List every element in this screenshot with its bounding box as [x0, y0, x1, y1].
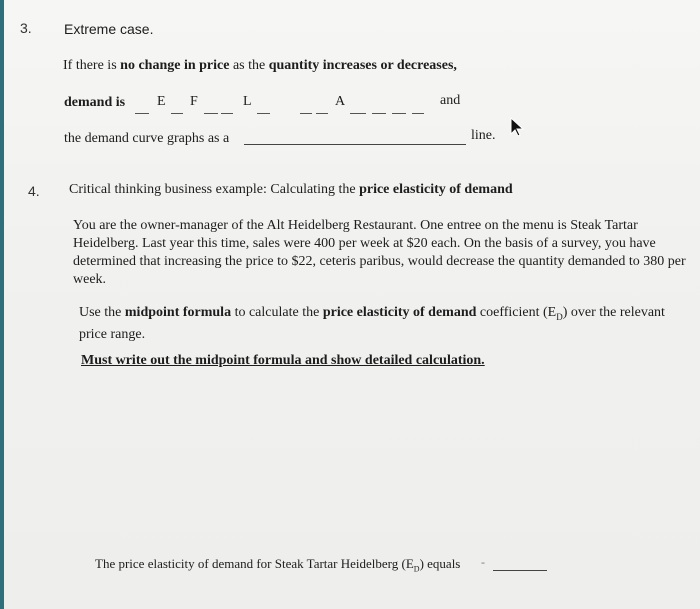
blank-dash[interactable] [350, 104, 424, 122]
scenario-paragraph: You are the owner-manager of the Alt Heidelberg Restaurant. One entree on the menu is Steak Tartar Heidelberg. Last year this time, sales were 400 per week at $20 each. On the basis of a survey, you have determined that increasing the price to $22, ceteris paribus, would decrease the quantity demanded to 380 per week. [73, 218, 686, 287]
question-3-line1 [63, 58, 457, 74]
question-3-number: 3. [20, 20, 32, 36]
use-subscript: D [556, 311, 563, 322]
letter-f: F [190, 94, 198, 109]
answer-text-a: The price elasticity of demand for Steak Tartar Heidelberg (E [95, 556, 414, 571]
line1-text-b: no change in price [120, 58, 230, 73]
left-accent-bar [0, 0, 4, 609]
instruction-paragraph [79, 304, 694, 344]
answer-dash: - [481, 555, 485, 569]
answer-line [95, 556, 460, 574]
question-4-number: 4. [28, 183, 40, 199]
use-text-e: coefficient (E [476, 305, 557, 320]
blank-dash[interactable] [135, 104, 153, 122]
line1-text-d: quantity increases or decreases, [268, 58, 457, 73]
line1-text-c: as the [229, 58, 269, 73]
use-text-f: ) over the relevant price range. [79, 305, 665, 342]
and-text: and [440, 93, 461, 108]
q4-title-text: Critical thinking business example: Calculating the [69, 182, 360, 197]
mouse-cursor-icon [508, 116, 526, 138]
line1-text-a: If there is [63, 58, 121, 73]
graph-answer-blank[interactable] [244, 144, 466, 145]
answer-text-b: ) equals [419, 556, 461, 571]
letter-a: A [335, 94, 346, 109]
graph-text: the demand curve graphs as a [64, 131, 230, 146]
blank-dash[interactable] [257, 104, 270, 122]
answer-subscript: D [413, 564, 420, 574]
line-word: line. [471, 128, 496, 143]
letter-l: L [243, 94, 252, 109]
letter-e: E [157, 94, 166, 109]
blank-dash[interactable] [204, 104, 233, 122]
question-3-title: Extreme case. [64, 21, 154, 37]
q4-title-bold: price elasticity of demand [359, 182, 513, 197]
use-text-c: to calculate the [231, 305, 323, 320]
blank-dash[interactable] [171, 104, 183, 122]
question-4-title [69, 182, 513, 198]
use-text-bold-2: price elasticity of demand [322, 305, 477, 320]
formula-instruction: Must write out the midpoint formula and show detailed calculation. [81, 353, 485, 368]
blank-dash[interactable] [300, 104, 328, 122]
use-text-a: Use the [79, 305, 125, 320]
demand-label: demand is [64, 95, 126, 110]
answer-blank[interactable] [493, 570, 547, 571]
use-text-bold-1: midpoint formula [124, 305, 232, 320]
